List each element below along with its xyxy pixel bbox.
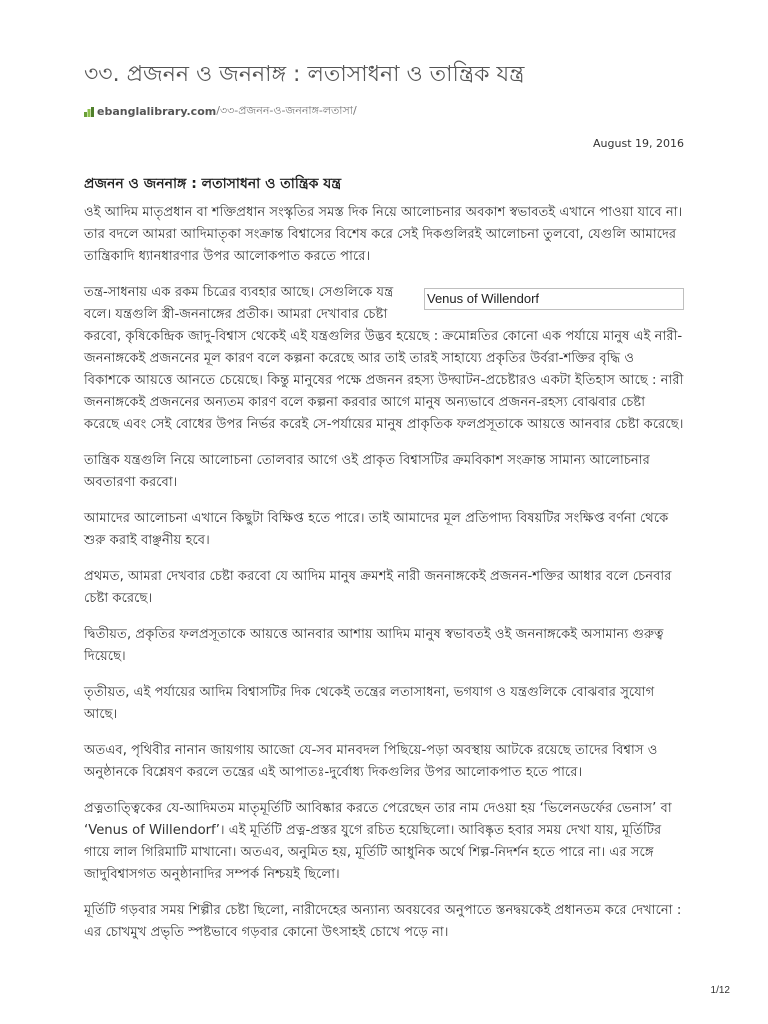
paragraph-2-text: তন্ত্র-সাধনায় এক রকম চিত্রের ব্যবহার আছে। সেগুলিকে যন্ত্র বলে। যন্ত্রগুলি স্ত্রী-জননাঙ্গের প্রতীক। আমরা দেখাবার চেষ্টা করবো, কৃষিকেন্দ্রিক জাদু-বিশ্বাস থেকেই এই যন্ত্রগুলির উদ্ভব হয়েছে : ক্রমোন্নতির কোনো এক পর্যায়ে মানুষ এই নারী-জননাঙ্গকেই প্রজননের মূল কারণ বলে কল্পনা করেছে আর তাই তারই সাহায্যে প্রকৃতির উর্বরা-শক্তির বৃদ্ধি ও বিকাশকে আয়ত্তে আনতে চেয়েছে। কিন্তু মানুষের পক্ষে প্রজনন রহস্য উদ্ঘাটন-প্রচেষ্টারও একটা ইতিহাস আছে : নারী জননাঙ্গকেই প্রজননের অন্যতম কারণ বলে কল্পনা করবার আগে মানুষ অন্যভাবে প্রজনন-রহস্য বোঝবার চেষ্টা করেছে এবং সেই বোধের উপর নির্ভর করেই সে-পর্যায়ের মানুষ প্রাকৃতিক ফলপ্রসূতাকে আয়ত্তে আনবার চেষ্টা করেছে। — [84, 285, 684, 432]
paragraph-6: দ্বিতীয়ত, প্রকৃতির ফলপ্রসূতাকে আয়ত্তে আনবার আশায় আদিম মানুষ স্বভাবতই ওই জননাঙ্গকেই অসামান্য গুরুত্ব দিয়েছে। — [84, 627, 664, 664]
source-url[interactable] — [84, 102, 684, 121]
page-number: 1/12 — [710, 985, 730, 996]
document-page — [84, 60, 684, 958]
paragraph-7: তৃতীয়ত, এই পর্যায়ের আদিম বিশ্বাসটির দিক থেকেই তন্ত্রের লতাসাধনা, ভগযাগ ও যন্ত্রগুলিকে বোঝবার সুযোগ আছে। — [84, 685, 655, 722]
paragraph-2 — [84, 282, 684, 436]
paragraph-5: প্রথমত, আমরা দেখবার চেষ্টা করবো যে আদিম মানুষ ক্রমশই নারী জননাঙ্গকেই প্রজনন-শক্তির আধার বলে চেনবার চেষ্টা করেছে। — [84, 569, 672, 606]
paragraph-3: তান্ত্রিক যন্ত্রগুলি নিয়ে আলোচনা তোলবার আগে ওই প্রাকৃত বিশ্বাসটির ক্রমবিকাশ সংক্রান্ত সামান্য আলোচনার অবতারণা করবো। — [84, 453, 650, 490]
paragraph-9: প্রত্নতাত্ত্বিকের যে-আদিমতম মাতৃমূর্তিটি আবিষ্কার করতে পেরেছেন তার নাম দেওয়া হয় ‘ভিলেনডর্ফের ভেনাস’ বা ‘Venus of Willendorf’। এই মূর্তিটি প্রত্ন-প্রস্তর যুগে রচিত হয়েছিলো। আবিষ্কৃত হবার সময় দেখা যায়, মূর্তিটির গায়ে লাল গিরিমাটি মাখানো। অতএব, অনুমিত হয়, মূর্তিটি আধুনিক অর্থে শিল্প-নিদর্শন হতে পারে না। এর সঙ্গে জাদুবিশ্বাসগত অনুষ্ঠানাদির সম্পর্ক নিশ্চয়ই ছিলো। — [84, 801, 672, 882]
paragraph-10: মূর্তিটি গড়বার সময় শিল্পীর চেষ্টা ছিলো, নারীদেহের অন্যান্য অবয়বের অনুপাতে স্তনদ্বয়কেই প্রধানতম করে দেখানো : এর চোখমুখ প্রভৃতি স্পষ্টভাবে গড়বার কোনো উৎসাহই চোখে পড়ে না। — [84, 903, 682, 940]
publish-date: August 19, 2016 — [593, 137, 684, 150]
image-caption-box: Venus of Willendorf — [424, 288, 684, 310]
url-path: /৩৩-প্রজনন-ও-জননাঙ্গ-লতাসা/ — [216, 104, 357, 117]
ebanglalibrary-logo-icon — [84, 107, 94, 117]
paragraph-4: আমাদের আলোচনা এখানে কিছুটা বিক্ষিপ্ত হতে পারে। তাই আমাদের মূল প্রতিপাদ্য বিষয়টির সংক্ষিপ্ত বর্ণনা থেকে শুরু করাই বাঞ্ছনীয় হবে। — [84, 511, 669, 548]
url-domain: ebanglalibrary.com — [97, 105, 217, 118]
page-title: ৩৩. প্রজনন ও জননাঙ্গ : লতাসাধনা ও তান্ত্রিক যন্ত্র — [84, 62, 525, 87]
paragraph-1: ওই আদিম মাতৃপ্রধান বা শক্তিপ্রধান সংস্কৃতির সমস্ত দিক নিয়ে আলোচনার অবকাশ স্বভাবতই এখানে পাওয়া যাবে না। তার বদলে আমরা আদিমাতৃকা সংক্রান্ত বিশ্বাসের বিশেষ করে সেই দিকগুলিরই আলোচনা তুলবো, যেগুলি আমাদের তান্ত্রিকাদি ধ্যানধারণার উপর আলোকপাত করতে পারে। — [84, 205, 683, 264]
paragraph-8: অতএব, পৃথিবীর নানান জায়গায় আজো যে-সব মানবদল পিছিয়ে-পড়া অবস্থায় আটকে রয়েছে তাদের বিশ্বাস ও অনুষ্ঠানকে বিশ্লেষণ করলে তন্ত্রের এই আপাতঃ-দুর্বোধ্য দিকগুলির উপর আলোকপাত হতে পারে। — [84, 743, 658, 780]
article-subheading: প্রজনন ও জননাঙ্গ : লতাসাধনা ও তান্ত্রিক যন্ত্র — [84, 176, 342, 192]
